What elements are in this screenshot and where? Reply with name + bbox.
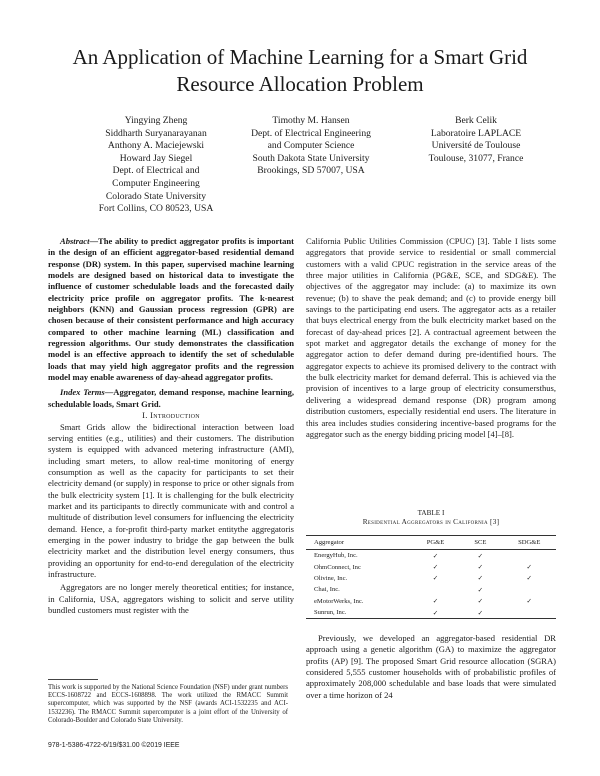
author-affiliation: Laboratoire LAPLACE (430, 127, 522, 139)
check-icon: ✓ (458, 607, 498, 619)
right-column-top (306, 236, 556, 440)
author-affiliation: and Computer Science (267, 140, 355, 152)
footnote-divider (48, 679, 98, 680)
author-affiliation: Université de Toulouse (431, 140, 521, 152)
table-cell: Sunrun, Inc. (306, 607, 409, 619)
author-block-3 (396, 115, 556, 165)
body-paragraph: Previously, we developed an aggregator-based residential DR approach using a genetic algorithm (GA) to maximize the aggregator profits (AP) [9]. The proposed Smart Grid resource allocation (SGRA) considered 5,555 customer households with of probabilistic profiles of approximately 208,000 schedulable and base loads that were simulated over a time horizon of 24 (306, 633, 556, 700)
table-cell: Chai, Inc. (314, 586, 340, 594)
author-affiliation: Colorado State University (105, 190, 207, 202)
table-row (306, 607, 556, 619)
author-line: Siddharth Suryanarayanan (105, 127, 207, 139)
check-icon: ✓ (477, 575, 484, 583)
left-column (48, 236, 294, 616)
table-row (306, 561, 556, 572)
index-terms (48, 387, 294, 410)
abstract-text: —The ability to predict aggregator profits is important in the design of an efficient aggregator-based residential demand response (DR) system. In this paper, supervised machine learning models are designed based on historical data to investigate the influence of customer schedulable loads and the forecasted daily electricity price profile on aggregator profits. The k-nearest neighbors (KNN) and Gaussian process regression (GPR) are chosen because of their consistent performance and high accuracy compared to other machine learning (ML) classification and regression algorithms. Our study demonstrates the classification model is an effective approach to identify the set of schedulable loads that may yield high aggregator profits and the regression model may enable awareness of day-ahead aggregator profits. (48, 236, 294, 383)
footnote: This work is supported by the National Science Foundation (NSF) under grant numbers ECCS-1608722 and ECCS-1608898. The work utilized the RMACC Summit supercomputer, which was supported by the NSF (awards ACI-1532235 and ACI-1532236). The RMACC Summit supercomputer is a joint effort of the University of Colorado-Boulder and Colorado State University. (48, 684, 288, 724)
check-icon: ✓ (477, 586, 484, 594)
author-block-2 (226, 115, 396, 178)
check-icon: ✓ (526, 598, 533, 606)
author-affiliation: Dept. of Electrical Engineering (251, 127, 371, 139)
author-affiliation: Dept. of Electrical and (112, 165, 200, 177)
author-block-1 (66, 115, 246, 216)
table-header: Aggregator (306, 536, 409, 550)
table-cell: OhmConnect, Inc (314, 563, 361, 571)
check-icon: ✓ (526, 564, 533, 572)
check-icon: ✓ (477, 564, 484, 572)
author-line: Berk Celik (455, 115, 497, 126)
table-row (306, 573, 556, 584)
table-row (306, 550, 556, 562)
check-icon: ✓ (432, 552, 439, 560)
table-cell (499, 607, 556, 619)
table-row (306, 584, 556, 595)
table-title: Residential Aggregators in California [3] (362, 518, 500, 526)
author-line: Timothy M. Hansen (272, 115, 350, 126)
section-heading: I. Introduction (142, 410, 200, 421)
table-cell (499, 584, 556, 595)
intro-paragraph-1: Smart Grids allow the bidirectional interaction between load serving entities (e.g., utilities) and their customers. The distribution system is equipped with advanced metering infrastructure (AMI), including smart meters, to allow real-time monitoring of energy consumption as well as the capacity for participants to set their electricity demand (or supply) in response to price or other signals from the bulk electricity system [1]. It is challenging for the bulk electricity market and its participants to directly communicate with and control a multitude of distribution level consumers for influencing the electricity demand. Hence, a for-profit third-party market entitythe aggregatoris emerging in the power industry to bridge the gap between the bulk electricity market and the distribution level energy consumers, thus providing an opportunity for end-to-end deregulation of the electricity infrastructure. (48, 421, 294, 579)
paper-title: An Application of Machine Learning for a Smart Grid Resource Allocation Problem (72, 45, 528, 96)
copyright-notice: 978-1-5386-4722-6/19/$31.00 ©2019 IEEE (48, 742, 180, 749)
table-header: SCE (458, 536, 498, 550)
author-affiliation: South Dakota State University (252, 152, 370, 164)
check-icon: ✓ (432, 598, 439, 606)
author-line: Yingying Zheng (124, 115, 188, 126)
check-icon: ✓ (432, 564, 439, 572)
table-cell: EnergyHub, Inc. (314, 552, 358, 560)
table-cell: Olivine, Inc. (314, 574, 348, 582)
index-terms-label: Index Terms (60, 387, 105, 398)
abstract (48, 236, 294, 383)
author-affiliation: Fort Collins, CO 80523, USA (98, 203, 214, 215)
table-cell (409, 584, 458, 595)
intro-paragraph-2: Aggregators are no longer merely theoretical entities; for instance, in California, USA, aggregators wishing to solicit and serve utility bundled customers must register with the (48, 582, 294, 615)
abstract-label: Abstract (60, 236, 90, 246)
check-icon: ✓ (526, 575, 533, 583)
aggregators-table (306, 535, 556, 619)
table-header: SDG&E (499, 536, 556, 550)
author-line: Anthony A. Maciejewski (107, 140, 205, 152)
table-header-row (306, 536, 556, 550)
table-label: TABLE I (417, 509, 445, 517)
check-icon: ✓ (477, 598, 484, 606)
author-affiliation: Toulouse, 31077, France (428, 152, 524, 164)
table-row (306, 596, 556, 607)
author-affiliation: Brookings, SD 57007, USA (257, 165, 365, 177)
index-terms-text: —Aggregator, demand response, machine learning, schedulable loads, Smart Grid. (48, 387, 294, 409)
check-icon: ✓ (477, 552, 484, 560)
check-icon: ✓ (432, 575, 439, 583)
table-cell: eMotorWerks, Inc. (314, 597, 364, 605)
check-icon: ✓ (409, 607, 458, 619)
table-cell (499, 550, 556, 562)
author-affiliation: Computer Engineering (112, 177, 200, 189)
author-line: Howard Jay Siegel (119, 152, 193, 164)
right-column-bottom (306, 633, 556, 701)
table-caption (306, 509, 556, 527)
body-paragraph: California Public Utilities Commission (CPUC) [3]. Table I lists some aggregators that provide service to residential or small commercial customers with a valid CPUC registration in the service areas of the three major utilities in California (PG&E, SCE, and SDG&E). The objectives of the aggregator may include: (a) to maximize its own revenue; (b) to shave the peak demand; and (c) to provide energy bill savings to the participating end users. The aggregator acts as a retailer that buys electrical energy from the bulk electricity market based on the forecast of day-ahead prices [2]. A contractual agreement between the spot market and aggregator details the exchange of money for the aggregator action to defer demand during pre-identified hours. The aggregator expects to achieve its promised delivery to the contract with the bulk electricity market for demand deferral. This is achieved via the provision of incentives to a large group of electricity consumersthus, delivering a widespread demand response (DR) program among distribution customers, especially residential end users. The literature in this area includes studies considering incentive-based programs for the aggregator such as the energy bidding pricing model [4]–[8]. (306, 236, 556, 439)
table-header: PG&E (409, 536, 458, 550)
